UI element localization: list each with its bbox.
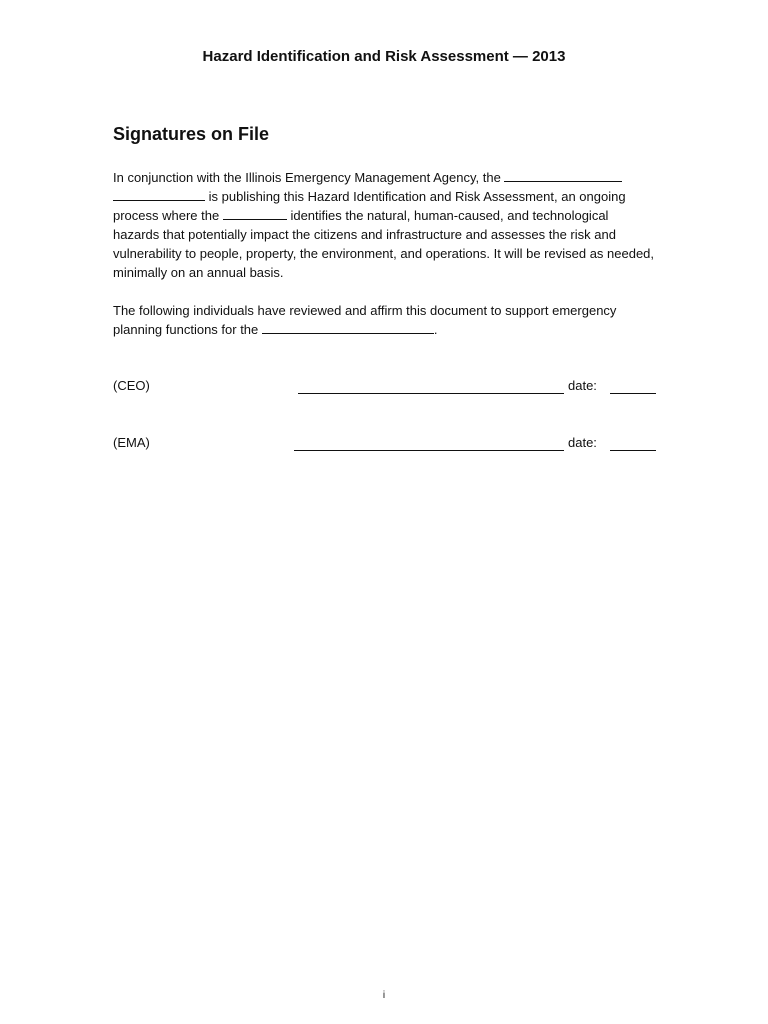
date-label-ceo: date: xyxy=(568,378,597,393)
date-label-ema: date: xyxy=(568,435,597,450)
blank-line-agency-name-continued xyxy=(113,188,205,201)
signature-label-ceo: (CEO) xyxy=(113,378,150,393)
intro-text-part2: is publishing this Hazard Identification and Risk Assessment, an ongoing process where the xyxy=(113,189,626,223)
date-line-ema xyxy=(610,450,656,451)
signature-row-ceo xyxy=(113,378,658,398)
date-line-ceo xyxy=(610,393,656,394)
signature-line-ema xyxy=(294,450,564,451)
page-number: i xyxy=(382,990,386,1001)
affirm-text-part2: . xyxy=(433,322,438,337)
intro-text-part1: In conjunction with the Illinois Emergency Management Agency, the xyxy=(113,170,505,185)
affirm-text-part1: The following individuals have reviewed and affirm this document to support emergency planning functions for the xyxy=(113,303,617,337)
intro-paragraph xyxy=(113,168,658,282)
blank-line-entity xyxy=(223,207,287,220)
document-header-title: Hazard Identification and Risk Assessment — 2013 xyxy=(202,48,566,65)
signature-row-ema xyxy=(113,435,658,455)
blank-line-jurisdiction xyxy=(262,321,434,334)
signature-line-ceo xyxy=(298,393,564,394)
affirmation-paragraph xyxy=(113,301,658,339)
section-title: Signatures on File xyxy=(113,124,270,144)
intro-text-part3: identifies the natural, human-caused, and technological hazards that potentially impact the citizens and infrastructure and assesses the risk and vulnerability to people, property, the environment, and operations. It will be revised as needed, minimally on an annual basis. xyxy=(113,208,655,280)
blank-line-agency-name xyxy=(504,169,622,182)
signature-label-ema: (EMA) xyxy=(113,435,150,450)
